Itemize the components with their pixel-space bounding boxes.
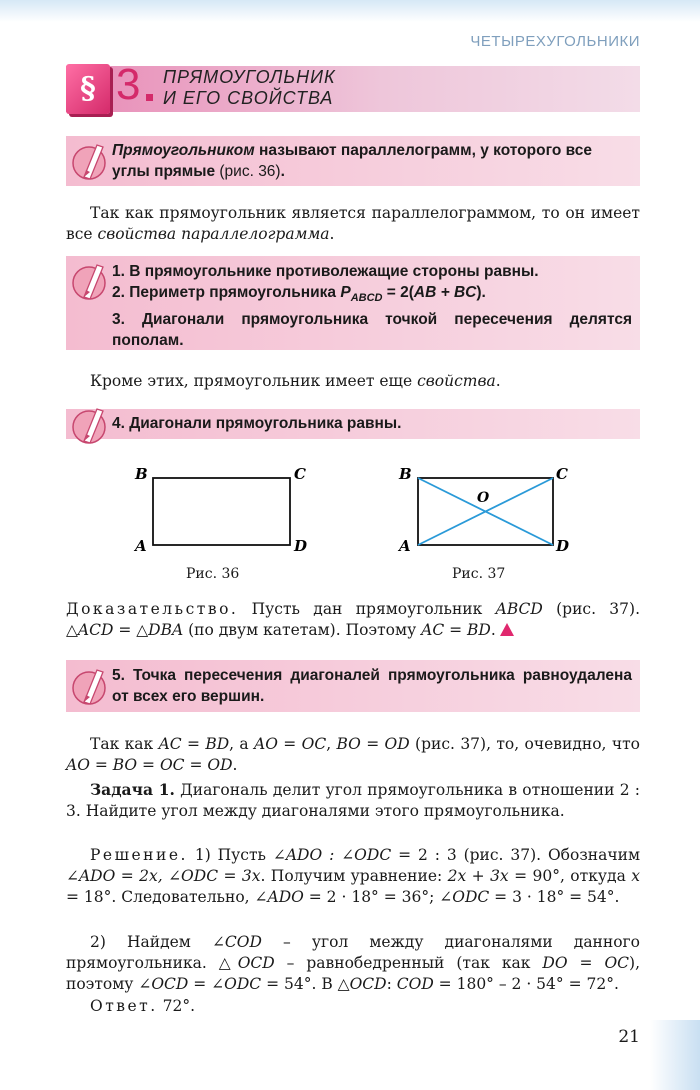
fig36-caption: Рис. 36 — [186, 566, 240, 582]
definition-ref: (рис. 36) — [215, 163, 281, 180]
explain-paragraph — [66, 734, 640, 776]
pencil-note-icon — [70, 403, 110, 447]
solution2-i: = 54°. В — [261, 975, 338, 993]
intro-text: Так как прямоугольник является параллелограммом, то он имеет все — [66, 204, 640, 243]
solution-s5: . Получим уравнение: — [260, 867, 448, 885]
explain-text-4: (рис. 37), то, очевидно, что — [409, 735, 640, 753]
definition-rest: называют параллелограмм, у которого все углы прямые — [112, 142, 592, 180]
property5-box — [66, 660, 640, 712]
solution-s13: = 3 · 18° = 54°. — [489, 888, 620, 906]
property-2-sub: ABCD — [350, 292, 383, 305]
answer-label: Ответ. — [90, 997, 158, 1015]
solution2-k: : — [386, 975, 397, 993]
solution-s11: = 2 · 18° = 36°; — [303, 888, 440, 906]
more-end: . — [495, 372, 501, 390]
definition-text — [112, 140, 632, 182]
proof-abcd: ABCD — [495, 600, 543, 618]
explain-math-2: AO = OC — [254, 735, 327, 753]
definition-box — [66, 136, 640, 186]
proof-triangle-2: △DBA — [136, 621, 184, 639]
page-corner-band — [650, 1020, 700, 1090]
property-2 — [112, 282, 632, 309]
explain-text-2: , а — [229, 735, 255, 753]
property-2-text: 2. Периметр прямоугольника — [112, 284, 341, 301]
proof-end: . — [490, 621, 496, 639]
solution2-l: COD — [396, 975, 434, 993]
solution2-h: ∠OCD = ∠ODC — [138, 975, 262, 993]
proof-triangle-1: △ACD — [66, 621, 114, 639]
solution2-m: = 180° – 2 · 54° = 72°. — [433, 975, 619, 993]
solution2-e: – равнобедренный (так как — [274, 954, 543, 972]
task-paragraph — [66, 779, 640, 822]
property-3: 3. Диагонали прямоугольника точкой пересечения делятся пополам. — [112, 311, 632, 350]
property-2-eq: = 2( — [382, 284, 414, 301]
property-2-sum: AB + BC — [413, 284, 477, 301]
section-title — [163, 67, 336, 109]
explain-end: . — [232, 756, 238, 774]
figure-37 — [390, 458, 590, 558]
fig36-label-c: C — [294, 465, 306, 483]
explain-math-1: AC = BD — [158, 735, 230, 753]
fig36-label-a: A — [135, 537, 147, 555]
section-title-line2: И ЕГО СВОЙСТВА — [163, 88, 334, 108]
rectangle-abcd — [153, 478, 290, 545]
pencil-note-icon — [70, 664, 110, 708]
section-dot — [146, 94, 153, 101]
solution2-j: △OCD — [337, 975, 387, 993]
solution-s6: 2x + 3x — [447, 867, 509, 885]
answer-value: 72°. — [157, 997, 196, 1015]
property-2-p: P — [340, 284, 351, 301]
explain-math-4: AO = BO = OC = OD — [66, 756, 233, 774]
definition-end: . — [280, 163, 285, 180]
end-of-proof-icon — [500, 623, 514, 636]
solution-s12: ∠ODC — [439, 888, 490, 906]
more-text: Кроме этих, прямоугольник имеет еще — [90, 372, 418, 390]
figure-36 — [120, 458, 320, 558]
proof-eq-2: = — [444, 621, 468, 639]
solution-s3: = 2 : 3 (рис. 37). Обозначим — [391, 846, 640, 864]
intro-paragraph — [66, 203, 640, 245]
fig37-label-c: C — [556, 465, 568, 483]
intro-italic: свойства параллелограмма — [97, 225, 330, 243]
solution-s9: = 18°. Следовательно, — [66, 888, 255, 906]
task-text: Диагональ делит угол прямоугольника в отношении 2 : 3. Найдите угол между диагоналями этого прямоугольника. — [66, 781, 641, 820]
page-number: 21 — [618, 1027, 640, 1047]
property-2-end: ). — [476, 284, 486, 301]
solution-s7: = 90°, откуда — [508, 867, 632, 885]
solution-s8: x — [631, 867, 640, 885]
properties-list — [112, 261, 632, 351]
solution2-b: ∠COD — [211, 933, 262, 951]
fig37-label-a: A — [399, 537, 411, 555]
proof-text-1: Пусть дан прямоугольник — [238, 600, 496, 618]
fig37-caption: Рис. 37 — [452, 566, 506, 582]
pencil-note-icon — [70, 139, 110, 183]
solution-s1: 1) Пусть — [187, 846, 273, 864]
solution-s2: ∠ADO : ∠ODC — [272, 846, 392, 864]
explain-text-3: , — [326, 735, 337, 753]
proof-text-3: (по двум катетам). Поэтому — [183, 621, 422, 639]
solution2-paragraph — [66, 932, 640, 995]
proof-label: Доказательство. — [66, 600, 239, 618]
property5-text: 5. Точка пересечения диагоналей прямоугольника равноудалена от всех его вершин. — [112, 667, 632, 705]
solution2-c: – угол между диагоналями данного прямоугольника. — [66, 933, 641, 972]
fig36-label-b: B — [135, 465, 148, 483]
top-band — [0, 0, 700, 22]
more-italic: свойства — [417, 372, 496, 390]
solution-label: Решение. — [90, 846, 188, 864]
solution-s10: ∠ADO — [254, 888, 304, 906]
more-paragraph — [66, 371, 640, 392]
property-1: 1. В прямоугольнике противолежащие стороны равны. — [112, 263, 539, 280]
fig37-label-d: D — [556, 537, 570, 555]
proof-ac: AC — [421, 621, 445, 639]
fig37-label-b: B — [399, 465, 412, 483]
chapter-header: ЧЕТЫРЕХУГОЛЬНИКИ — [470, 33, 640, 50]
pencil-note-icon — [70, 259, 110, 303]
solution2-f: DO = OC — [542, 954, 630, 972]
proof-eq: = — [113, 621, 137, 639]
proof-paragraph — [66, 599, 640, 641]
explain-text-1: Так как — [90, 735, 159, 753]
solution-s4: ∠ADO = 2x, ∠ODC = 3x — [66, 867, 261, 885]
proof-bd: BD — [467, 621, 491, 639]
section-number: 3 — [116, 60, 141, 109]
definition-term: Прямоугольником — [112, 142, 255, 159]
fig36-label-d: D — [294, 537, 308, 555]
solution2-g: ), поэтому — [66, 954, 641, 993]
solution2-d: △OCD — [218, 954, 275, 972]
section-title-line1: ПРЯМОУГОЛЬНИК — [163, 67, 336, 87]
section-symbol-icon: § — [66, 64, 110, 114]
task-label: Задача 1. — [90, 780, 175, 799]
solution-paragraph — [66, 845, 640, 908]
properties-box — [66, 256, 640, 350]
solution2-a: 2) Найдем — [90, 933, 212, 951]
property4-box — [66, 409, 640, 439]
answer-paragraph — [66, 996, 640, 1017]
fig37-label-o: O — [477, 490, 490, 506]
explain-math-3: BO = OD — [336, 735, 410, 753]
section-band — [66, 66, 640, 112]
intro-end: . — [329, 225, 335, 243]
proof-text-2: (рис. 37). — [542, 600, 641, 618]
property4-text: 4. Диагонали прямоугольника равны. — [112, 415, 402, 432]
